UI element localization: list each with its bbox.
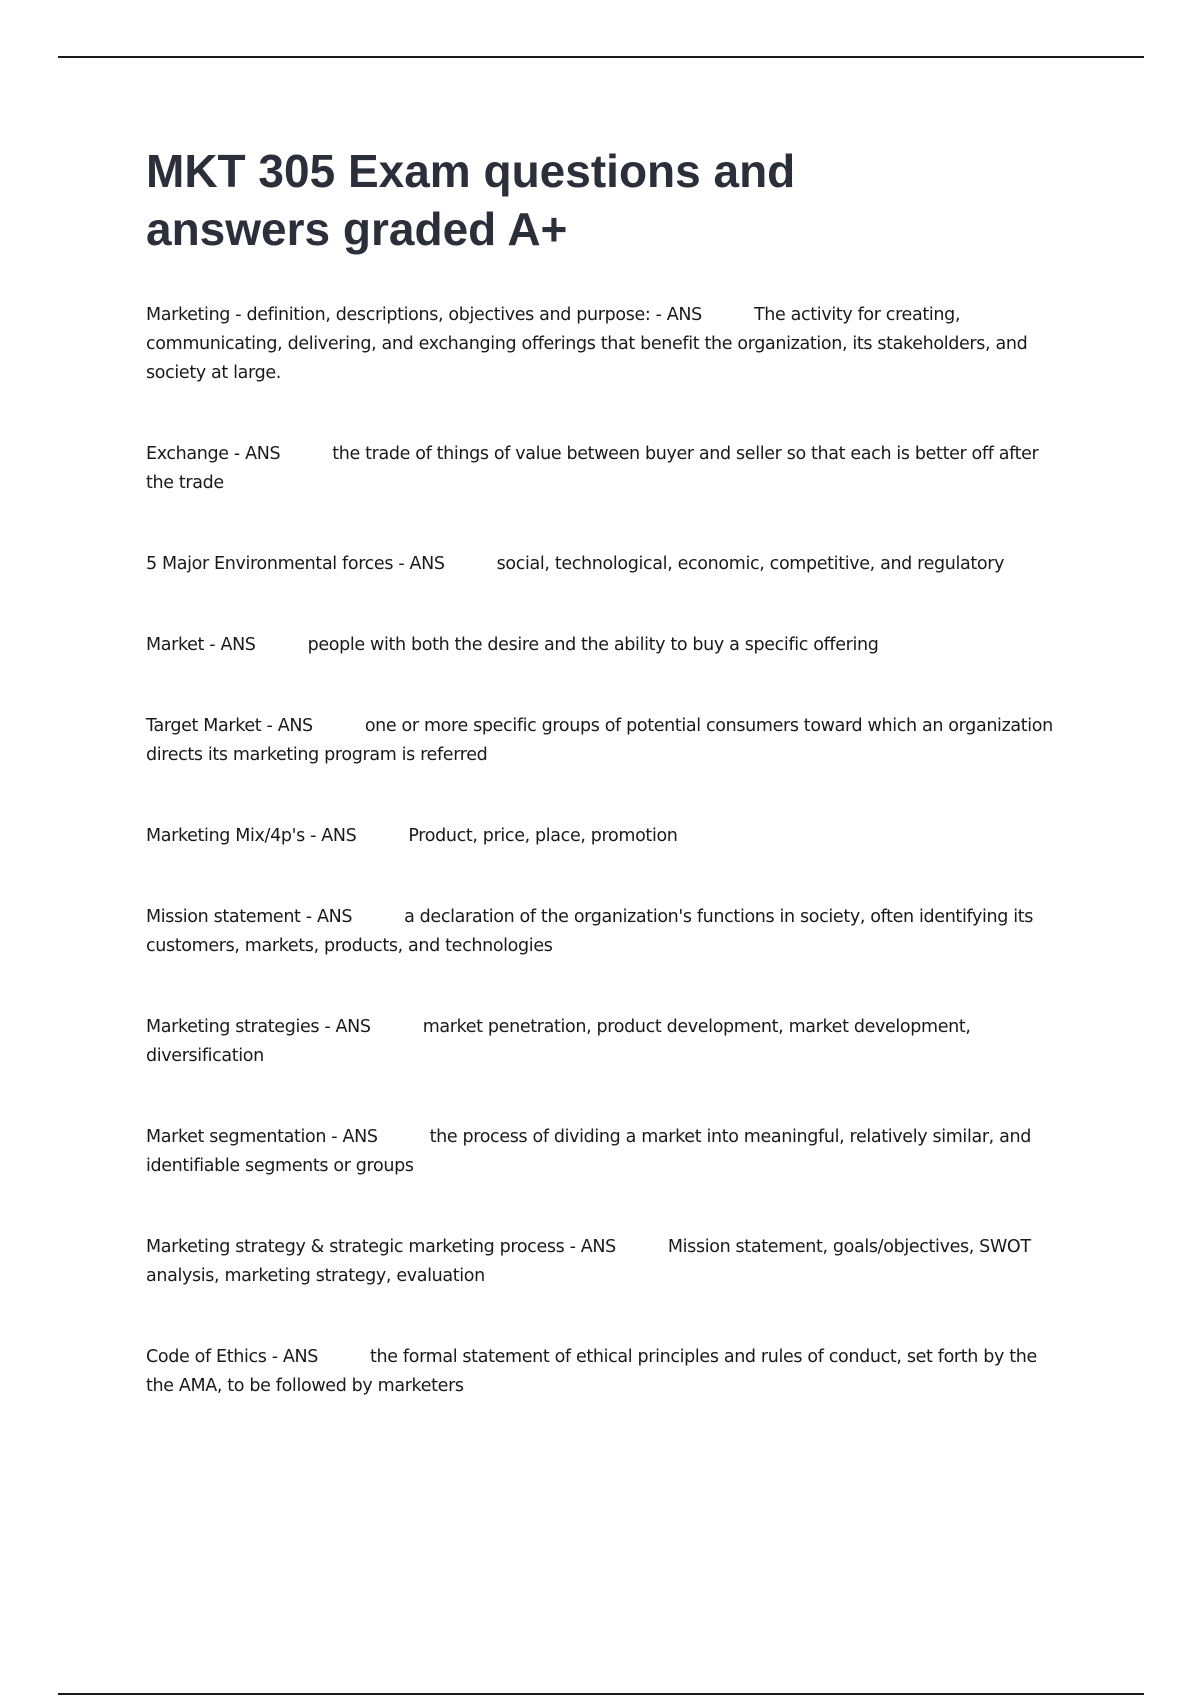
qa-item — [146, 1013, 1066, 1071]
qa-term: Code of Ethics - ANS — [146, 1347, 319, 1367]
qa-term: 5 Major Environmental forces - ANS — [146, 554, 445, 574]
qa-term: Mission statement - ANS — [146, 907, 353, 927]
qa-answer: Product, price, place, promotion — [408, 826, 678, 846]
qa-answer: the process of dividing a market into meaningful, relatively similar, and identifiable segments or groups — [146, 1127, 1031, 1176]
top-rule — [58, 56, 1144, 58]
qa-item — [146, 1233, 1066, 1291]
qa-answer: people with both the desire and the ability to buy a specific offering — [307, 635, 879, 655]
qa-answer: social, technological, economic, competitive, and regulatory — [496, 554, 1005, 574]
qa-answer: the formal statement of ethical principles and rules of conduct, set forth by the the AMA, to be followed by marketers — [146, 1347, 1037, 1396]
bottom-rule — [58, 1693, 1144, 1695]
qa-term: Marketing strategy & strategic marketing process - ANS — [146, 1237, 616, 1257]
qa-item — [146, 1123, 1066, 1181]
qa-answer: The activity for creating, communicating, delivering, and exchanging offerings that benefit the organization, its stakeholders, and society at large. — [146, 305, 1028, 383]
qa-term: Exchange - ANS — [146, 444, 281, 464]
qa-item — [146, 822, 1066, 851]
qa-term: Marketing strategies - ANS — [146, 1017, 371, 1037]
qa-term: Marketing Mix/4p's - ANS — [146, 826, 357, 846]
qa-item — [146, 301, 1066, 388]
qa-answer: the trade of things of value between buyer and seller so that each is better off after the trade — [146, 444, 1039, 493]
document-title: MKT 305 Exam questions and answers graded A+ — [146, 145, 796, 255]
qa-answer: Mission statement, goals/objectives, SWOT analysis, marketing strategy, evaluation — [146, 1237, 1031, 1286]
qa-answer: one or more specific groups of potential consumers toward which an organization directs its marketing program is referred — [146, 716, 1053, 765]
qa-term: Target Market - ANS — [146, 716, 313, 736]
qa-item — [146, 631, 1066, 660]
qa-answer: a declaration of the organization's functions in society, often identifying its customers, markets, products, and technologies — [146, 907, 1033, 956]
qa-term: Market segmentation - ANS — [146, 1127, 378, 1147]
qa-item — [146, 440, 1066, 498]
qa-item — [146, 550, 1066, 579]
qa-term: Marketing - definition, descriptions, objectives and purpose: - ANS — [146, 305, 702, 325]
qa-answer: market penetration, product development, market development, diversification — [146, 1017, 971, 1066]
qa-list — [146, 301, 1066, 1401]
qa-term: Market - ANS — [146, 635, 256, 655]
qa-item — [146, 712, 1066, 770]
qa-item — [146, 903, 1066, 961]
qa-item — [146, 1343, 1066, 1401]
